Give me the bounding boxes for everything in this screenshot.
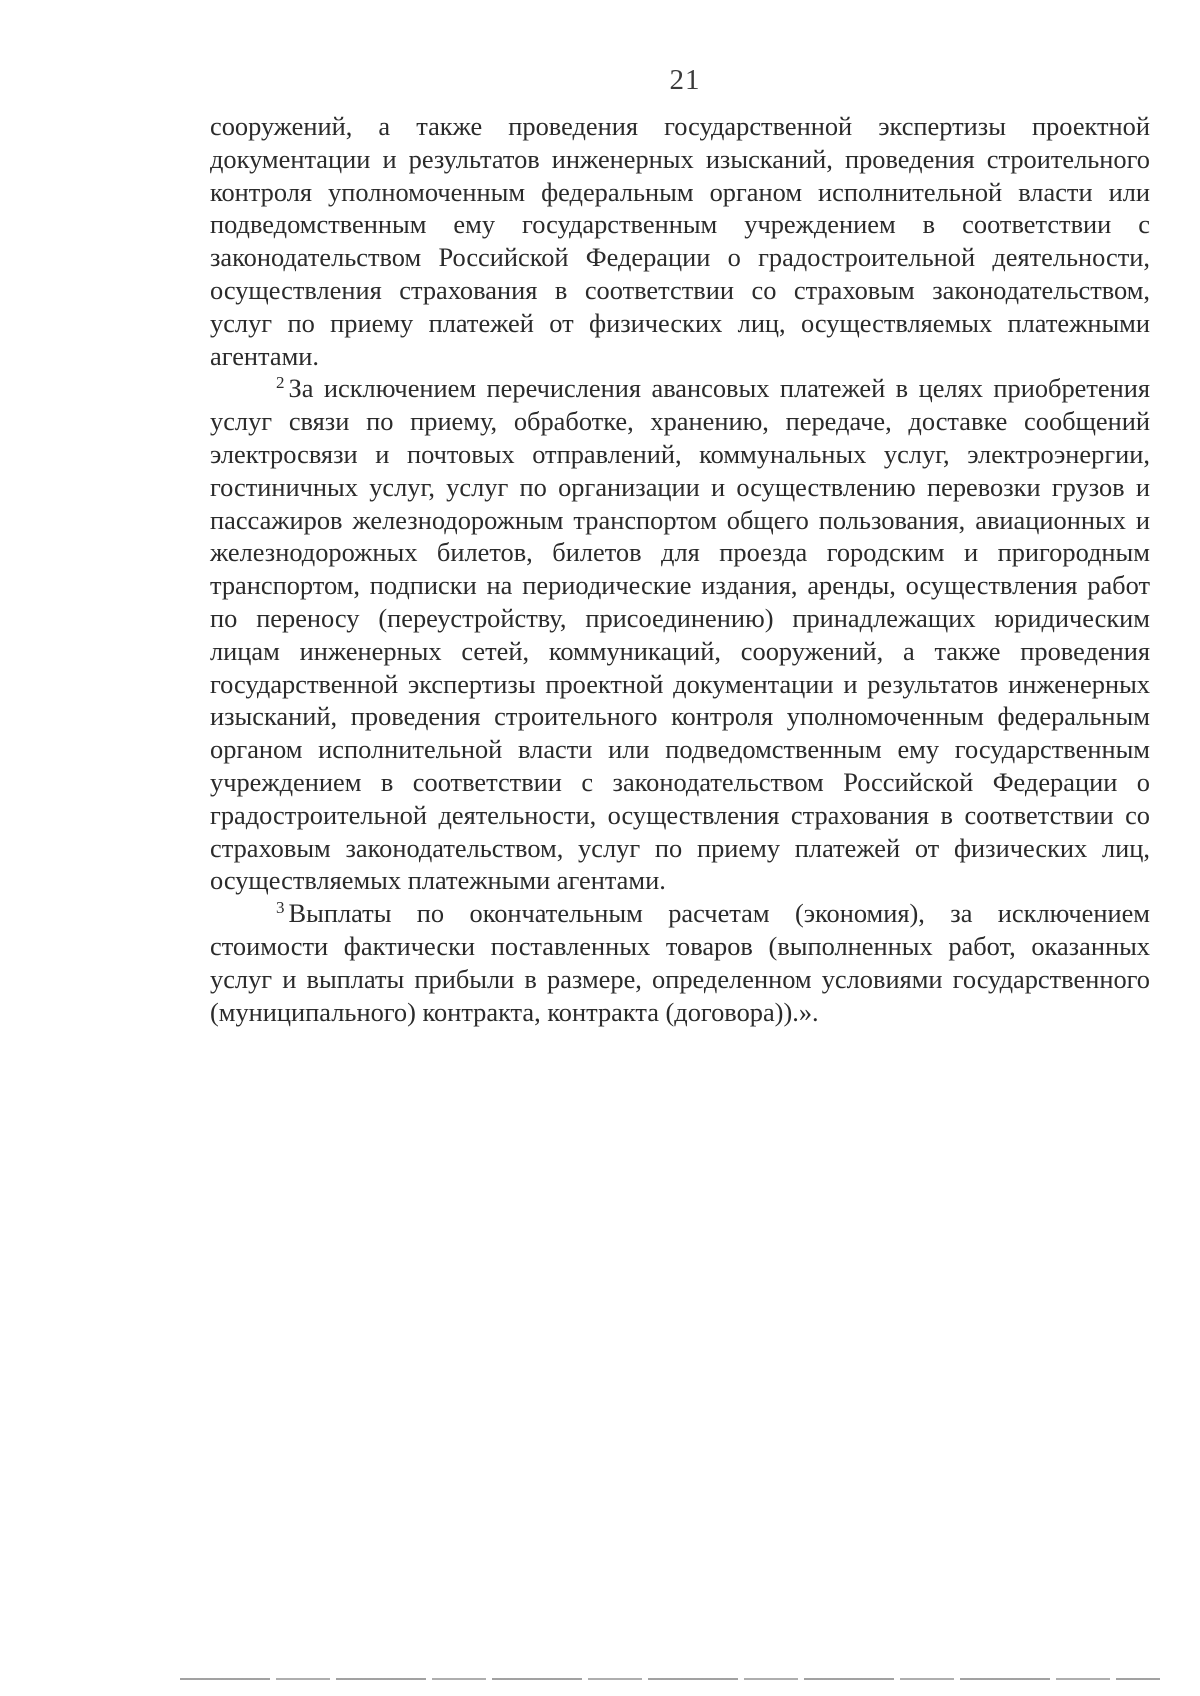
paragraph-text: Выплаты по окончательным расчетам (экономия), за исключением стоимости фактически поставленных товаров (выполненных работ, оказанных услуг и выплаты прибыли в размере, определенном условиями государственного (муниципального) контракта, контракта (договора)).». xyxy=(210,898,1150,1027)
footnote-2-paragraph xyxy=(210,372,1150,897)
page-number: 21 xyxy=(669,64,701,96)
paragraph-text: За исключением перечисления авансовых платежей в целях приобретения услуг связи по приему, обработке, хранению, передаче, доставке сообщений электросвязи и почтовых отправлений, коммунальных услуг, электроэнергии, гостиничных услуг, услуг по организации и осуществлению перевозки грузов и пассажиров железнодорожным транспортом общего пользования, авиационных и железнодорожных билетов, билетов для проезда городским и пригородным транспортом, подписки на периодические издания, аренды, осуществления работ по переносу (переустройству, присоединению) принадлежащих юридическим лицам инженерных сетей, коммуникаций, сооружений, а также проведения государственной экспертизы проектной документации и результатов инженерных изысканий, проведения строительного контроля уполномоченным федеральным органом исполнительной власти или подведомственным ему государственным учреждением в соответствии с законодательством Российской Федерации о градостроительной деятельности, осуществления страхования в соответствии со страховым законодательством, услуг по приему платежей от физических лиц, осуществляемых платежными агентами. xyxy=(210,373,1150,896)
scan-edge-artifact xyxy=(180,1678,1160,1680)
document-body xyxy=(210,110,1150,1028)
paragraph-continuation xyxy=(210,110,1150,372)
footnote-3-paragraph xyxy=(210,897,1150,1028)
footnote-marker: 2 xyxy=(276,373,285,393)
paragraph-text: сооружений, а также проведения государственной экспертизы проектной документации и результатов инженерных изысканий, проведения строительного контроля уполномоченным федеральным органом исполнительной власти или подведомственным ему государственным учреждением в соответствии с законодательством Российской Федерации о градостроительной деятельности, осуществления страхования в соответствии со страховым законодательством, услуг по приему платежей от физических лиц, осуществляемых платежными агентами. xyxy=(210,111,1150,371)
footnote-marker: 3 xyxy=(276,898,285,918)
